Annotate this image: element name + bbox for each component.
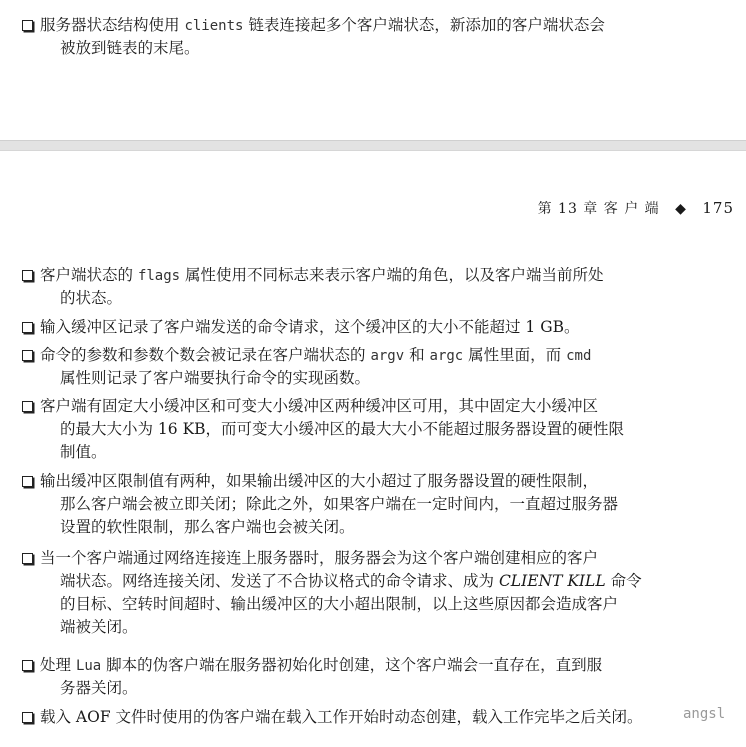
code-term: argc — [429, 348, 464, 364]
text-segment: 链表连接起多个客户端状态，新添加的客户端状态会 — [243, 16, 605, 34]
list-item — [22, 264, 722, 310]
list-item — [22, 547, 722, 639]
text-segment: 载入 AOF 文件时使用的伪客户端在载入工作开始时动态创建，载入工作完毕之后关闭。 — [40, 708, 643, 726]
text-line — [22, 516, 722, 539]
text-line — [22, 395, 722, 418]
code-term: Lua — [75, 658, 102, 674]
page-header — [538, 198, 734, 218]
code-term: clients — [184, 18, 244, 34]
list-item — [22, 14, 722, 60]
text-line — [22, 316, 722, 339]
checkbox-bullet-icon — [22, 350, 33, 361]
list-item — [22, 706, 722, 729]
text-line — [22, 14, 722, 37]
text-line — [22, 287, 722, 310]
text-segment: 脚本的伪客户端在服务器初始化时创建，这个客户端会一直存在，直到服 — [101, 656, 603, 674]
page-number: 175 — [702, 199, 734, 217]
text-line — [22, 570, 722, 593]
text-segment: 输入缓冲区记录了客户端发送的命令请求，这个缓冲区的大小不能超过 1 GB。 — [40, 318, 580, 336]
text-line — [22, 654, 722, 677]
text-segment: 当一个客户端通过网络连接连上服务器时，服务器会为这个客户端创建相应的客户 — [40, 549, 599, 567]
text-segment: 属性里面，而 — [463, 346, 567, 364]
text-segment: 端状态。网络连接关闭、发送了不合协议格式的命令请求、成为 — [60, 572, 499, 590]
text-line — [22, 593, 722, 616]
checkbox-bullet-icon — [22, 660, 33, 671]
text-segment: 属性则记录了客户端要执行命令的实现函数。 — [60, 369, 371, 387]
code-term: argv — [370, 348, 405, 364]
text-line — [22, 493, 722, 516]
text-line — [22, 344, 722, 367]
text-segment: 处理 — [40, 656, 76, 674]
text-segment: 客户端有固定大小缓冲区和可变大小缓冲区两种缓冲区可用，其中固定大小缓冲区 — [40, 397, 599, 415]
text-segment: 那么客户端会被立即关闭；除此之外，如果客户端在一定时间内，一直超过服务器 — [60, 495, 619, 513]
checkbox-bullet-icon — [22, 322, 33, 333]
text-segment: CLIENT KILL — [498, 572, 606, 590]
watermark: angsl — [683, 706, 726, 722]
text-segment: 属性使用不同标志来表示客户端的角色，以及客户端当前所处 — [180, 266, 604, 284]
text-segment: 命令的参数和参数个数会被记录在客户端状态的 — [40, 346, 371, 364]
code-term: flags — [137, 268, 181, 284]
diamond-icon: ◆ — [675, 201, 687, 217]
text-segment: 被放到链表的末尾。 — [60, 39, 200, 57]
text-segment: 端被关闭。 — [60, 618, 138, 636]
text-segment: 的目标、空转时间超时、输出缓冲区的大小超出限制，以上这些原因都会造成客户 — [60, 595, 619, 613]
text-line — [22, 706, 722, 729]
text-segment: 命令 — [605, 572, 642, 590]
list-item — [22, 344, 722, 390]
list-item — [22, 470, 722, 539]
text-line — [22, 547, 722, 570]
text-line — [22, 616, 722, 639]
list-item — [22, 395, 722, 464]
chapter-title: 第 13 章 客 户 端 — [537, 201, 660, 217]
text-segment: 客户端状态的 — [40, 266, 138, 284]
checkbox-bullet-icon — [22, 270, 33, 281]
code-term: cmd — [566, 348, 592, 364]
list-item — [22, 654, 722, 700]
text-line — [22, 470, 722, 493]
text-line — [22, 418, 722, 441]
checkbox-bullet-icon — [22, 20, 33, 31]
text-segment: 设置的软性限制，那么客户端也会被关闭。 — [60, 518, 355, 536]
text-line — [22, 37, 722, 60]
list-item — [22, 316, 722, 339]
text-segment: 和 — [404, 346, 430, 364]
text-segment: 服务器状态结构使用 — [40, 16, 185, 34]
text-segment: 的状态。 — [60, 289, 123, 307]
checkbox-bullet-icon — [22, 476, 33, 487]
text-line — [22, 441, 722, 464]
text-line — [22, 677, 722, 700]
text-line — [22, 367, 722, 390]
checkbox-bullet-icon — [22, 553, 33, 564]
text-segment: 制值。 — [60, 443, 107, 461]
checkbox-bullet-icon — [22, 712, 33, 723]
page-divider — [0, 140, 746, 151]
checkbox-bullet-icon — [22, 401, 33, 412]
text-segment: 的最大大小为 16 KB，而可变大小缓冲区的最大大小不能超过服务器设置的硬性限 — [60, 420, 625, 438]
text-segment: 务器关闭。 — [60, 679, 138, 697]
text-segment: 输出缓冲区限制值有两种，如果输出缓冲区的大小超过了服务器设置的硬性限制， — [40, 472, 599, 490]
text-line — [22, 264, 722, 287]
